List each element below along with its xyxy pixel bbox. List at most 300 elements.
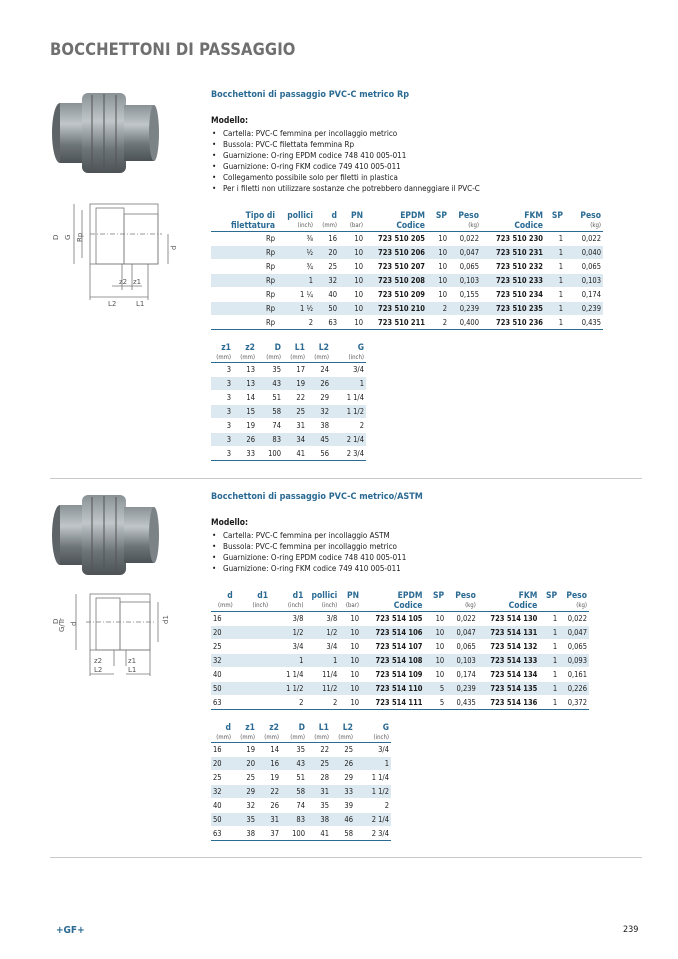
table-cell: 723 514 133 [478, 654, 540, 668]
table-cell: 35 [281, 743, 307, 757]
table-cell: 1 1/2 [331, 405, 366, 419]
table-cell: 50 [211, 682, 235, 696]
unit: (mm) [307, 733, 331, 743]
table-cell: 25 [331, 743, 355, 757]
table-cell: 0,226 [559, 682, 589, 696]
bullet: • Bussola: PVC-C femmina per incollaggio metrico [211, 541, 406, 552]
dim-d1-label: d1 [162, 615, 170, 624]
table-cell: 0,065 [449, 260, 481, 274]
section2-codes-table [211, 591, 589, 710]
table-cell: 34 [283, 433, 307, 447]
table-cell: 723 514 109 [361, 668, 424, 682]
table-cell: 10 [427, 274, 449, 288]
table-cell: 1 1/4 [331, 391, 366, 405]
table-cell: 1 [331, 377, 366, 391]
table-cell: 1 1/2 [355, 785, 391, 799]
table-cell: 3/4 [270, 640, 305, 654]
dim-z1-label: z1 [128, 657, 137, 665]
table-cell: 20 [211, 626, 235, 640]
table-cell: 63 [211, 827, 233, 841]
table-cell: 723 514 108 [361, 654, 424, 668]
col-sp2: SP [551, 211, 563, 221]
dim-L1-label: L1 [136, 300, 145, 308]
table-cell: 26 [257, 799, 281, 813]
table-cell: 10 [339, 668, 361, 682]
table-cell: 1 [545, 302, 565, 316]
table-cell: 10 [339, 612, 361, 626]
table-cell: 3 [211, 419, 233, 433]
table-cell: 0,372 [559, 696, 589, 710]
table-row [211, 288, 603, 302]
table-cell: 29 [307, 391, 331, 405]
table-cell: 3/4 [331, 363, 366, 377]
table-cell: 32 [315, 274, 339, 288]
dim-G-label: G/Tr [58, 618, 66, 632]
table-cell: ⅜ [277, 232, 315, 246]
table-row [211, 771, 391, 785]
col-d1: d1 [257, 591, 269, 601]
col-epdm-2: Codice [365, 221, 427, 232]
table-cell: 2 3/4 [331, 447, 366, 461]
table-cell: 10 [339, 274, 365, 288]
table-cell: 1 ½ [277, 302, 315, 316]
table-cell: 38 [307, 813, 331, 827]
col-D: D [298, 723, 305, 733]
header-row [211, 591, 589, 601]
table-cell: 32 [233, 799, 257, 813]
dim-D-label: D [52, 618, 60, 624]
table-cell: 35 [257, 363, 283, 377]
bullet: • Collegamento possibile solo per filetti in plastica [211, 172, 480, 183]
col-G: G [382, 723, 389, 733]
table-cell: 1 [539, 682, 559, 696]
col-fkm-2: Codice [478, 601, 540, 612]
table-row [211, 419, 366, 433]
table-cell: 50 [211, 813, 233, 827]
table-cell: 0,022 [559, 612, 589, 626]
section1-modello: Modello: [211, 116, 249, 126]
table-cell: 723 514 111 [361, 696, 424, 710]
col-epdm-2: Codice [361, 601, 424, 612]
table-cell: 3 [211, 433, 233, 447]
col-L1: L1 [294, 343, 305, 353]
col-d: d [227, 591, 233, 601]
table-cell: 1 [539, 654, 559, 668]
table-cell: 1 1/4 [355, 771, 391, 785]
table-cell: 16 [257, 757, 281, 771]
table-cell: 10 [339, 682, 361, 696]
unit: (inch) [355, 733, 391, 743]
table-cell: 10 [339, 260, 365, 274]
table-cell: 0,022 [565, 232, 603, 246]
table-cell: 0,103 [449, 274, 481, 288]
header-row [211, 723, 391, 733]
table-cell: 16 [211, 743, 233, 757]
table-cell: 723 514 107 [361, 640, 424, 654]
table-cell: 58 [281, 785, 307, 799]
bullet: • Guarnizione: O-ring FKM codice 749 410 005-011 [211, 563, 406, 574]
unit: (mm) [233, 733, 257, 743]
table-cell: 10 [339, 640, 361, 654]
unit: (mm) [233, 353, 257, 363]
table-cell: 723 514 136 [478, 696, 540, 710]
table-cell: 1 [545, 260, 565, 274]
table-cell: 0,239 [565, 302, 603, 316]
bullet: • Guarnizione: O-ring FKM codice 749 410 005-011 [211, 161, 480, 172]
table-cell: 2 [427, 316, 449, 330]
table-cell: 31 [283, 419, 307, 433]
table-cell: 10 [339, 626, 361, 640]
table-cell: 46 [331, 813, 355, 827]
col-fkm: FKM [518, 591, 538, 601]
table-cell: 40 [211, 668, 235, 682]
table-cell: 0,093 [559, 654, 589, 668]
table-cell [235, 640, 270, 654]
table-row [211, 363, 366, 377]
unit: (mm) [283, 353, 307, 363]
table-cell: 1 [270, 654, 305, 668]
unit: (mm) [331, 733, 355, 743]
table-cell: 1 [539, 696, 559, 710]
table-cell: 13 [233, 363, 257, 377]
table-cell [235, 682, 270, 696]
table-row [211, 640, 589, 654]
table-cell: 25 [211, 771, 233, 785]
table-cell: 723 514 106 [361, 626, 424, 640]
table-cell [235, 654, 270, 668]
table-cell: 1 [539, 626, 559, 640]
table-cell: 723 510 232 [481, 260, 545, 274]
table-cell: 723 510 208 [365, 274, 427, 288]
table-cell: Rp [211, 288, 277, 302]
bullet: • Guarnizione: O-ring EPDM codice 748 410 005-011 [211, 150, 480, 161]
table-cell: 28 [307, 771, 331, 785]
table-cell: 0,435 [446, 696, 478, 710]
technical-drawing-1 [50, 198, 178, 310]
table-cell: 10 [427, 260, 449, 274]
table-cell: 20 [211, 757, 233, 771]
section1-codes-table [211, 211, 603, 330]
table-row [211, 391, 366, 405]
table-row [211, 743, 391, 757]
dim-z2-label: z2 [94, 657, 103, 665]
table-cell: 723 514 110 [361, 682, 424, 696]
table-row [211, 433, 366, 447]
col-fkm: FKM [524, 211, 543, 221]
table-cell: 723 514 105 [361, 612, 424, 626]
dim-D-label: D [52, 234, 60, 240]
table-cell: 1 [545, 246, 565, 260]
table-cell: 10 [424, 626, 446, 640]
table-cell: 11/4 [305, 668, 339, 682]
table-cell: 0,047 [449, 246, 481, 260]
table-cell: 40 [315, 288, 339, 302]
table-cell: 10 [339, 654, 361, 668]
col-z2: z2 [245, 343, 255, 353]
table-cell: 0,047 [559, 626, 589, 640]
table-cell: 17 [283, 363, 307, 377]
dim-d-label: d [170, 245, 178, 250]
table-cell: 0,239 [449, 302, 481, 316]
unit: (inch) [270, 601, 305, 612]
dim-z1-label: z1 [133, 278, 142, 286]
table-cell: Rp [211, 246, 277, 260]
table-cell: 1 [355, 757, 391, 771]
table-row [211, 682, 589, 696]
table-cell: 25 [211, 640, 235, 654]
table-cell: 723 510 234 [481, 288, 545, 302]
table-cell [235, 612, 270, 626]
dim-L2-label: L2 [94, 666, 103, 674]
table-cell: Rp [211, 260, 277, 274]
table-cell: 723 514 131 [478, 626, 540, 640]
table-cell: 10 [427, 288, 449, 302]
table-cell: 1 [545, 316, 565, 330]
table-cell: 19 [283, 377, 307, 391]
table-cell: 10 [424, 654, 446, 668]
table-cell: 0,103 [446, 654, 478, 668]
section2-title: Bocchettoni di passaggio PVC-C metrico/ASTM [211, 492, 423, 502]
bullet: • Cartella: PVC-C femmina per incollaggio ASTM [211, 530, 406, 541]
table-cell: 74 [281, 799, 307, 813]
table-cell: 1 [305, 654, 339, 668]
unit: (mm) [211, 733, 233, 743]
table-row [211, 246, 603, 260]
table-cell: 10 [339, 316, 365, 330]
col-G: G [357, 343, 364, 353]
table-cell: 0,103 [565, 274, 603, 288]
table-cell: 38 [307, 419, 331, 433]
table-cell: 58 [257, 405, 283, 419]
col-pollici: pollici [287, 211, 313, 221]
table-cell: 2 [355, 799, 391, 813]
table-cell: 10 [424, 612, 446, 626]
union-fitting-photo-2 [50, 490, 160, 580]
table-cell: 29 [331, 771, 355, 785]
table-cell: 10 [427, 232, 449, 246]
table-cell: 723 510 206 [365, 246, 427, 260]
table-cell: 0,047 [446, 626, 478, 640]
table-cell: 723 510 230 [481, 232, 545, 246]
table-cell: 29 [233, 785, 257, 799]
col-d: d [225, 723, 231, 733]
table-cell: 0,174 [565, 288, 603, 302]
table-cell [235, 696, 270, 710]
unit: (inch) [235, 601, 270, 612]
table-cell: 723 514 132 [478, 640, 540, 654]
table-cell: 723 510 210 [365, 302, 427, 316]
table-cell: 32 [211, 785, 233, 799]
table-cell: 35 [233, 813, 257, 827]
table-cell: 3/4 [305, 640, 339, 654]
table-cell: 2 [427, 302, 449, 316]
table-cell: 19 [233, 419, 257, 433]
table-cell: 10 [339, 302, 365, 316]
col-d1b: d1 [292, 591, 304, 601]
col-z1: z1 [245, 723, 255, 733]
table-cell: 723 510 236 [481, 316, 545, 330]
table-cell: ½ [277, 246, 315, 260]
dim-L2-label: L2 [108, 300, 117, 308]
dim-d-label: d [70, 621, 78, 626]
table-cell: 16 [211, 612, 235, 626]
table-cell: 723 510 233 [481, 274, 545, 288]
unit: (mm) [315, 221, 339, 232]
section-divider [50, 857, 642, 858]
table-cell: 0,435 [565, 316, 603, 330]
table-cell: 3 [211, 363, 233, 377]
table-cell: 2 3/4 [355, 827, 391, 841]
col-L2: L2 [342, 723, 353, 733]
page-title: BOCCHETTONI DI PASSAGGIO [50, 40, 296, 59]
col-peso2: Peso [580, 211, 601, 221]
table-cell: 58 [331, 827, 355, 841]
table-cell: 723 514 130 [478, 612, 540, 626]
table-cell: 56 [307, 447, 331, 461]
col-sp2: SP [546, 591, 558, 601]
table-cell: 3/8 [305, 612, 339, 626]
table-cell: 10 [339, 696, 361, 710]
table-cell: 10 [339, 232, 365, 246]
technical-drawing-2 [50, 588, 175, 680]
table-cell: 1 ¼ [277, 288, 315, 302]
table-cell: 3 [211, 377, 233, 391]
table-cell: 39 [331, 799, 355, 813]
table-cell: 1 [545, 274, 565, 288]
table-row [211, 232, 603, 246]
table-cell: 5 [424, 696, 446, 710]
table-cell: 0,239 [446, 682, 478, 696]
table-row [211, 696, 589, 710]
table-cell: 63 [315, 316, 339, 330]
table-cell: 0,155 [449, 288, 481, 302]
table-row [211, 274, 603, 288]
table-cell: 0,400 [449, 316, 481, 330]
col-pollici: pollici [311, 591, 338, 601]
unit: (mm) [211, 601, 235, 612]
table-row [211, 827, 391, 841]
col-pn: PN [350, 211, 363, 221]
table-cell: 31 [307, 785, 331, 799]
table-row [211, 377, 366, 391]
table-cell: 5 [424, 682, 446, 696]
table-cell: 1/2 [270, 626, 305, 640]
section1-dimensions-table [211, 343, 366, 461]
header-row-2 [211, 221, 603, 232]
table-cell: 3 [211, 391, 233, 405]
table-cell: 33 [233, 447, 257, 461]
table-row [211, 316, 603, 330]
col-peso: Peso [458, 211, 479, 221]
table-cell: 22 [307, 743, 331, 757]
table-row [211, 785, 391, 799]
units-row [211, 353, 366, 363]
table-cell: 100 [281, 827, 307, 841]
table-cell: 33 [331, 785, 355, 799]
col-d: d [331, 211, 337, 221]
table-cell: Rp [211, 302, 277, 316]
unit: (mm) [211, 353, 233, 363]
table-cell: 723 510 211 [365, 316, 427, 330]
table-cell: 41 [307, 827, 331, 841]
table-row [211, 668, 589, 682]
table-cell: 37 [257, 827, 281, 841]
table-cell: 1 [277, 274, 315, 288]
table-cell: 19 [233, 743, 257, 757]
table-cell: Rp [211, 316, 277, 330]
gf-logo: +GF+ [56, 925, 85, 936]
table-cell: 26 [307, 377, 331, 391]
col-sp: SP [435, 211, 447, 221]
table-row [211, 626, 589, 640]
table-cell: 25 [307, 757, 331, 771]
table-cell: 1 [545, 288, 565, 302]
table-cell: 26 [233, 433, 257, 447]
table-row [211, 447, 366, 461]
table-cell: 3/4 [355, 743, 391, 757]
section1-bullets [211, 128, 480, 194]
table-cell: 10 [339, 288, 365, 302]
table-cell: 26 [331, 757, 355, 771]
table-cell: 74 [257, 419, 283, 433]
table-row [211, 302, 603, 316]
table-row [211, 654, 589, 668]
table-cell: 38 [233, 827, 257, 841]
table-cell: 25 [233, 771, 257, 785]
table-cell: 723 514 135 [478, 682, 540, 696]
table-cell: 22 [257, 785, 281, 799]
table-cell: 50 [315, 302, 339, 316]
table-cell: 0,065 [559, 640, 589, 654]
table-cell: 19 [257, 771, 281, 785]
table-cell: ¾ [277, 260, 315, 274]
table-cell: 0,174 [446, 668, 478, 682]
unit: (bar) [339, 601, 361, 612]
col-z1: z1 [221, 343, 231, 353]
table-cell: 0,065 [565, 260, 603, 274]
table-cell: 3 [211, 405, 233, 419]
table-cell: 1 1/4 [270, 668, 305, 682]
col-epdm: EPDM [397, 591, 423, 601]
table-cell: 723 510 235 [481, 302, 545, 316]
unit: (mm) [307, 353, 331, 363]
col-peso2: Peso [566, 591, 587, 601]
table-cell: 83 [257, 433, 283, 447]
unit: (bar) [339, 221, 365, 232]
table-cell [235, 626, 270, 640]
table-cell: 22 [283, 391, 307, 405]
table-cell: 0,022 [446, 612, 478, 626]
table-cell: 24 [307, 363, 331, 377]
table-row [211, 799, 391, 813]
table-cell: 2 1/4 [355, 813, 391, 827]
bullet: • Guarnizione: O-ring EPDM codice 748 410 005-011 [211, 552, 406, 563]
bullet: • Per i filetti non utilizzare sostanze che potrebbero danneggiare il PVC-C [211, 183, 480, 194]
col-z2: z2 [269, 723, 279, 733]
unit: (kg) [559, 601, 589, 612]
table-cell: 0,065 [446, 640, 478, 654]
table-cell: 40 [211, 799, 233, 813]
table-cell: 1 [539, 640, 559, 654]
table-cell: Rp [211, 274, 277, 288]
table-cell: 43 [257, 377, 283, 391]
table-cell: 25 [315, 260, 339, 274]
table-cell: 20 [315, 246, 339, 260]
dim-L1-label: L1 [128, 666, 137, 674]
table-row [211, 757, 391, 771]
unit: (inch) [277, 221, 315, 232]
header-row [211, 211, 603, 221]
